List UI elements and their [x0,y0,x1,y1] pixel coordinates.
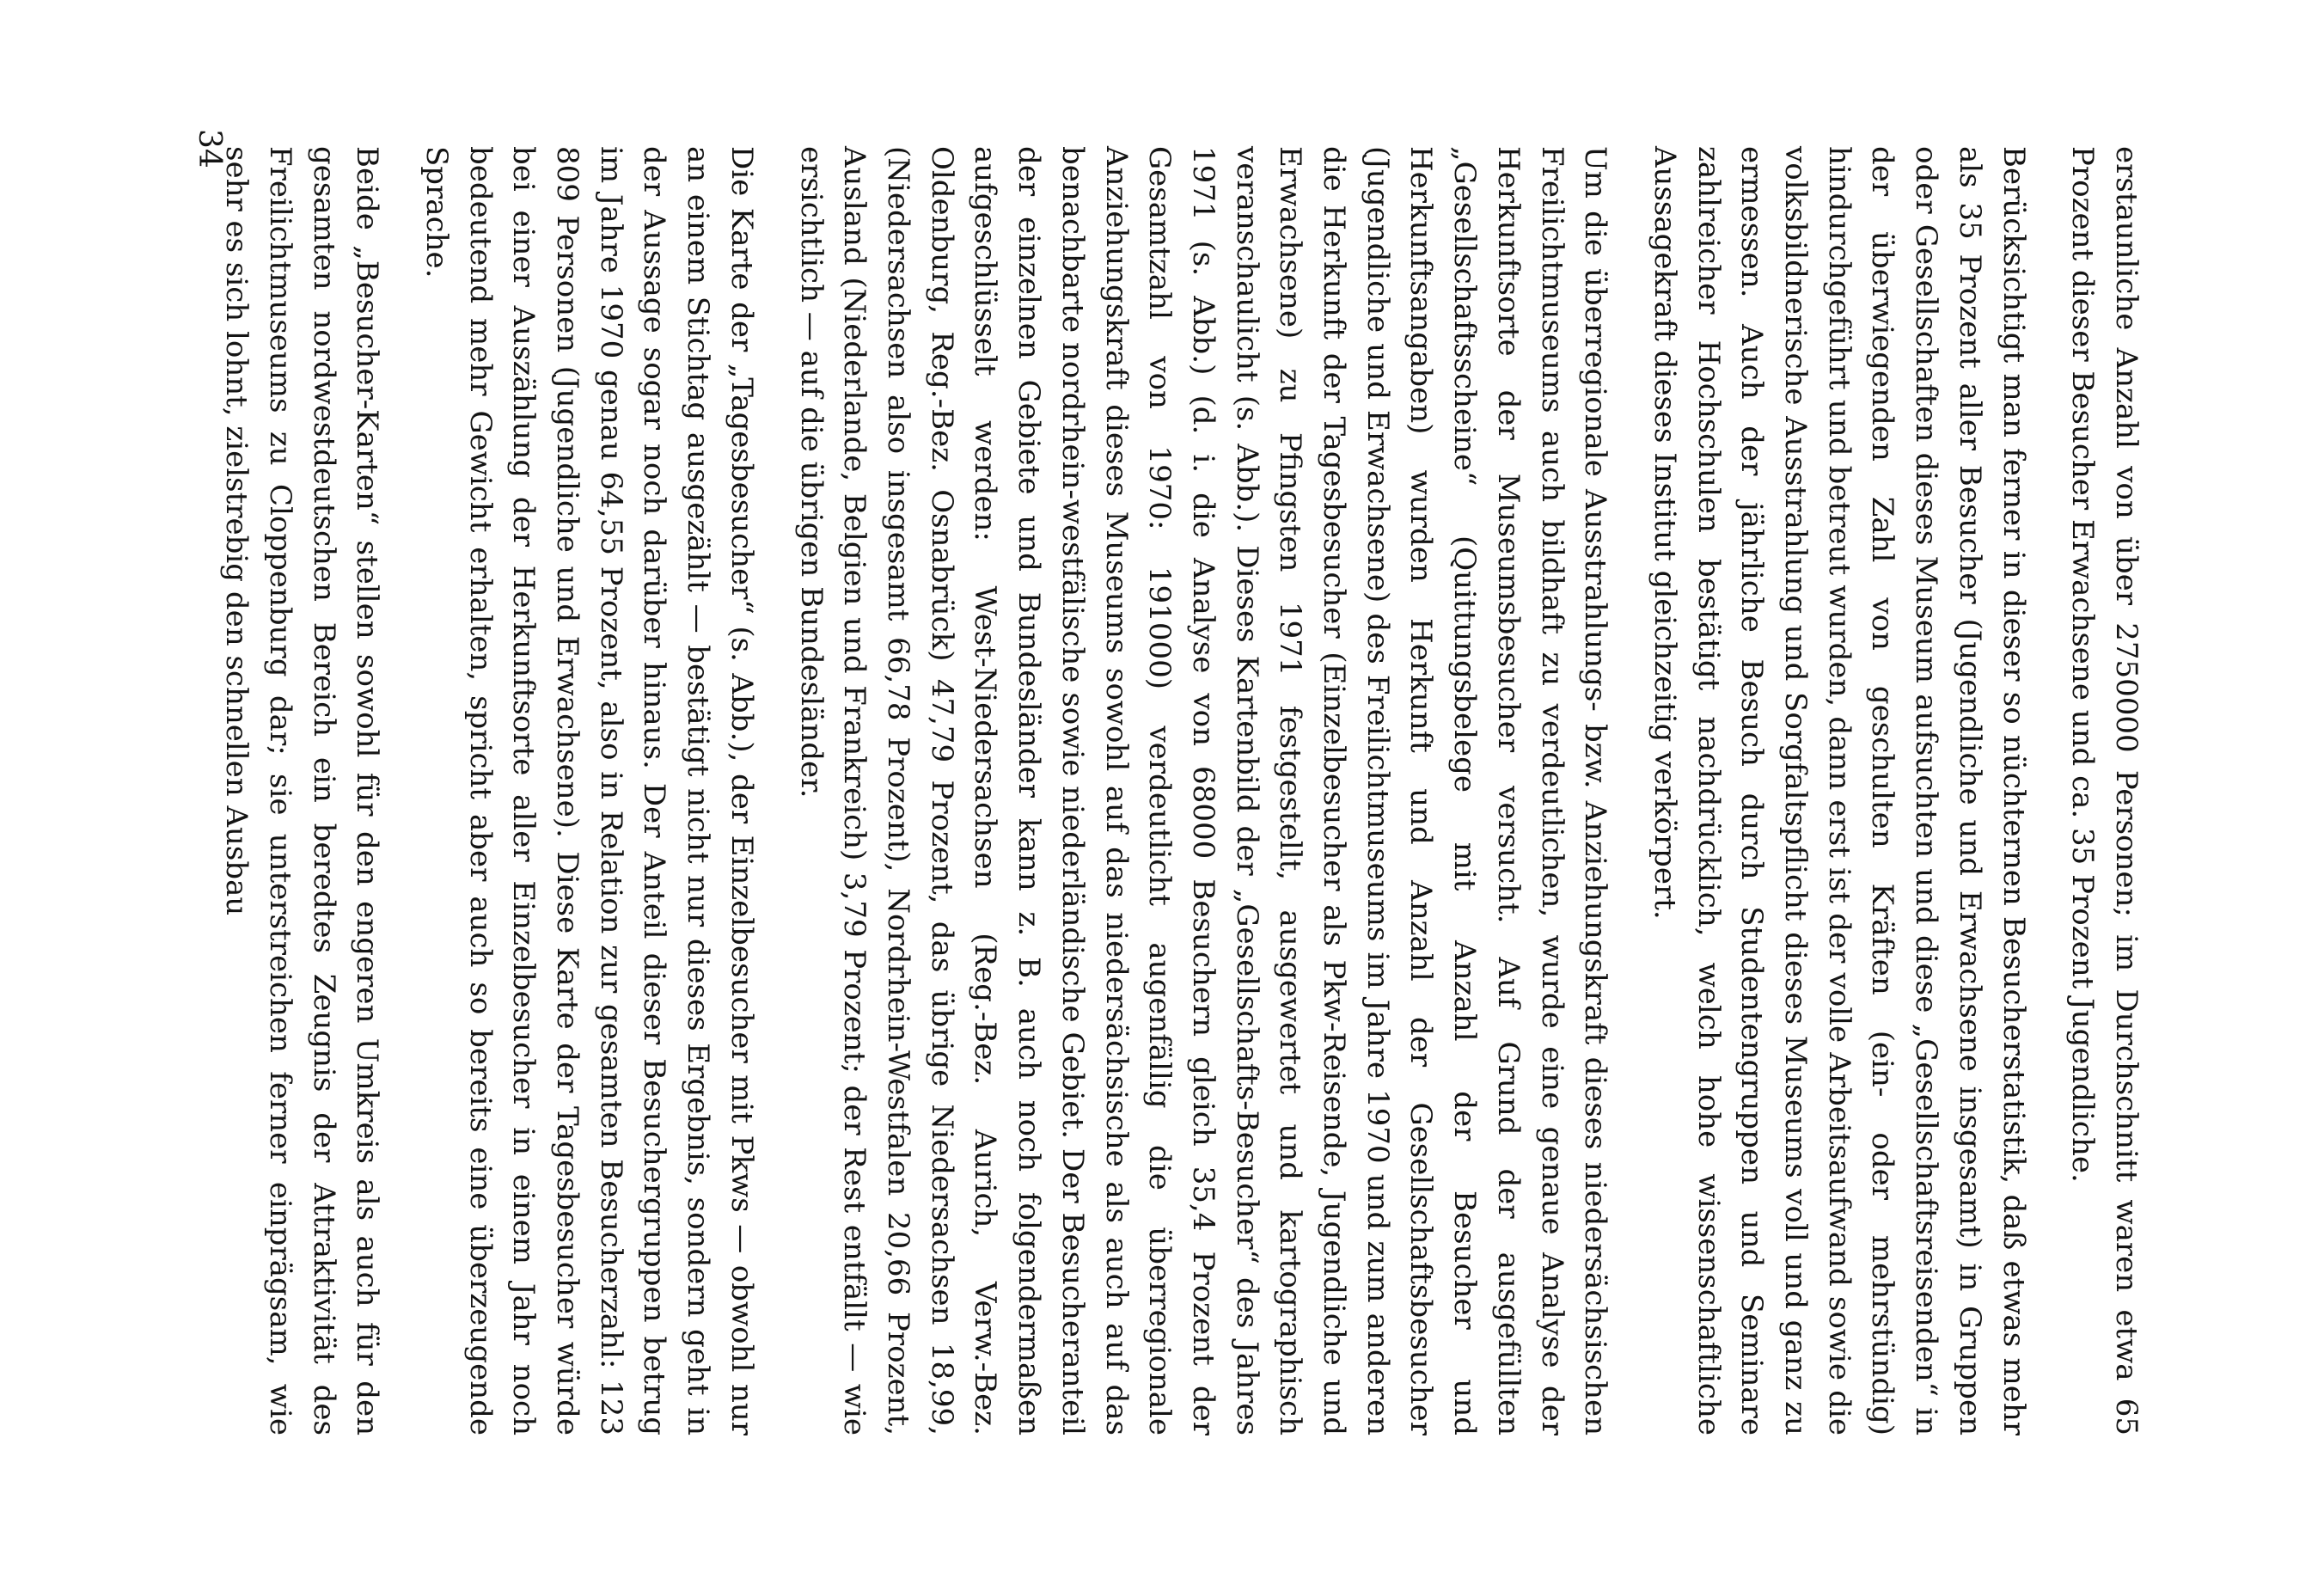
paragraph-4: Die Karte der „Tagesbesucher“ (s. Abb.), der Einzelbesucher mit Pkws — obwohl nur an einem Stichtag ausgezählt — bestätigt nicht nur dieses Ergebnis, sondern geht in der Aussage sogar noch darüber hinaus. Der Anteil dieser Besuchergruppen betrug im Jahre 1970 genau 64,55 Prozent, also in Relation zur gesamten Besucherzahl: 123 809 Personen (Jugendliche und Erwachsene). Diese Karte der Tagesbesucher würde bei einer Auszählung der Herkunftsorte aller Einzelbesucher in einem Jahr noch bedeutend mehr Gewicht erhalten, spricht aber auch so bereits eine überzeugende Sprache. [419,146,759,1435]
body-text [214,146,2148,1435]
paragraph-2: Berücksichtigt man ferner in dieser so nüchternen Besucherstatistik, daß etwas mehr als 35 Prozent aller Besucher (Jugendliche und Erwachsene insgesamt) in Gruppen oder Gesellschaften dieses Museum aufsuchten und diese „Gesellschaftsreisenden“ in der überwiegenden Zahl von geschulten Kräften (ein- oder mehrstündig) hindurchgeführt und betreut wurden, dann erst ist der volle Arbeitsaufwand sowie die volksbildnerische Ausstrahlung und Sorgfaltspflicht dieses Museums voll und ganz zu ermessen. Auch der jährliche Besuch durch Studentengruppen und Seminare zahlreicher Hochschulen bestätigt nachdrücklich, welch hohe wissenschaftliche Aussagekraft dieses Institut gleichzeitig verkörpert. [1647,146,2031,1435]
paragraph-3: Um die überregionale Ausstrahlungs- bzw. Anziehungskraft dieses niedersächsischen Freilichtmuseums auch bildhaft zu verdeutlichen, wurde eine genaue Analyse der Herkunftsorte der Museumsbesucher versucht. Auf Grund der ausgefüllten „Gesellschaftsscheine“ (Quittungsbelege mit Anzahl der Besucher und Herkunftsangaben) wurden Herkunft und Anzahl der Gesellschaftsbesucher (Jugendliche und Erwachsene) des Freilichtmuseums im Jahre 1970 und zum anderen die Herkunft der Tagesbesucher (Einzelbesucher als Pkw-Reisende, Jugendliche und Erwachsene) zu Pfingsten 1971 festgestellt, ausgewertet und kartographisch veranschaulicht (s. Abb.). Dieses Kartenbild der „Gesellschafts-Besucher“ des Jahres 1971 (s. Abb.) (d. i. die Analyse von 68000 Besuchern gleich 35,4 Prozent der Gesamtzahl von 1970: 191000) verdeutlicht augenfällig die überregionale Anziehungskraft dieses Museums sowohl auf das niedersächsische als auch auf das benachbarte nordrhein-westfälische sowie niederländische Gebiet. Der Besucheranteil der einzelnen Gebiete und Bundesländer kann z. B. auch noch folgendermaßen aufgeschlüsselt werden: West-Niedersachsen (Reg.-Bez. Aurich, Verw.-Bez. Oldenburg, Reg.-Bez. Osnabrück) 47,79 Prozent, das übrige Niedersachsen 18,99, (Niedersachsen also insgesamt 66,78 Prozent), Nordrhein-Westfalen 20,66 Prozent, Ausland (Niederlande, Belgien und Frankreich) 3,79 Prozent; der Rest entfällt — wie ersichtlich — auf die übrigen Bundesländer. [793,146,1613,1435]
paragraph-1: erstaunliche Anzahl von über 2750000 Personen; im Durchschnitt waren etwa 65 Prozent dieser Besucher Erwachsene und ca. 35 Prozent Jugendliche. [2065,146,2144,1435]
page-number: 34 [192,129,227,168]
paragraph-5: Beide „Besucher-Karten“ stellen sowohl für den engeren Umkreis als auch für den gesamten nordwestdeutschen Bereich ein beredtes Zeugnis der Attraktivität des Freilichtmuseums zu Cloppenburg dar; sie unterstreichen ferner einprägsam, wie sehr es sich lohnt, zielstrebig den schnellen Ausbau [219,146,385,1435]
